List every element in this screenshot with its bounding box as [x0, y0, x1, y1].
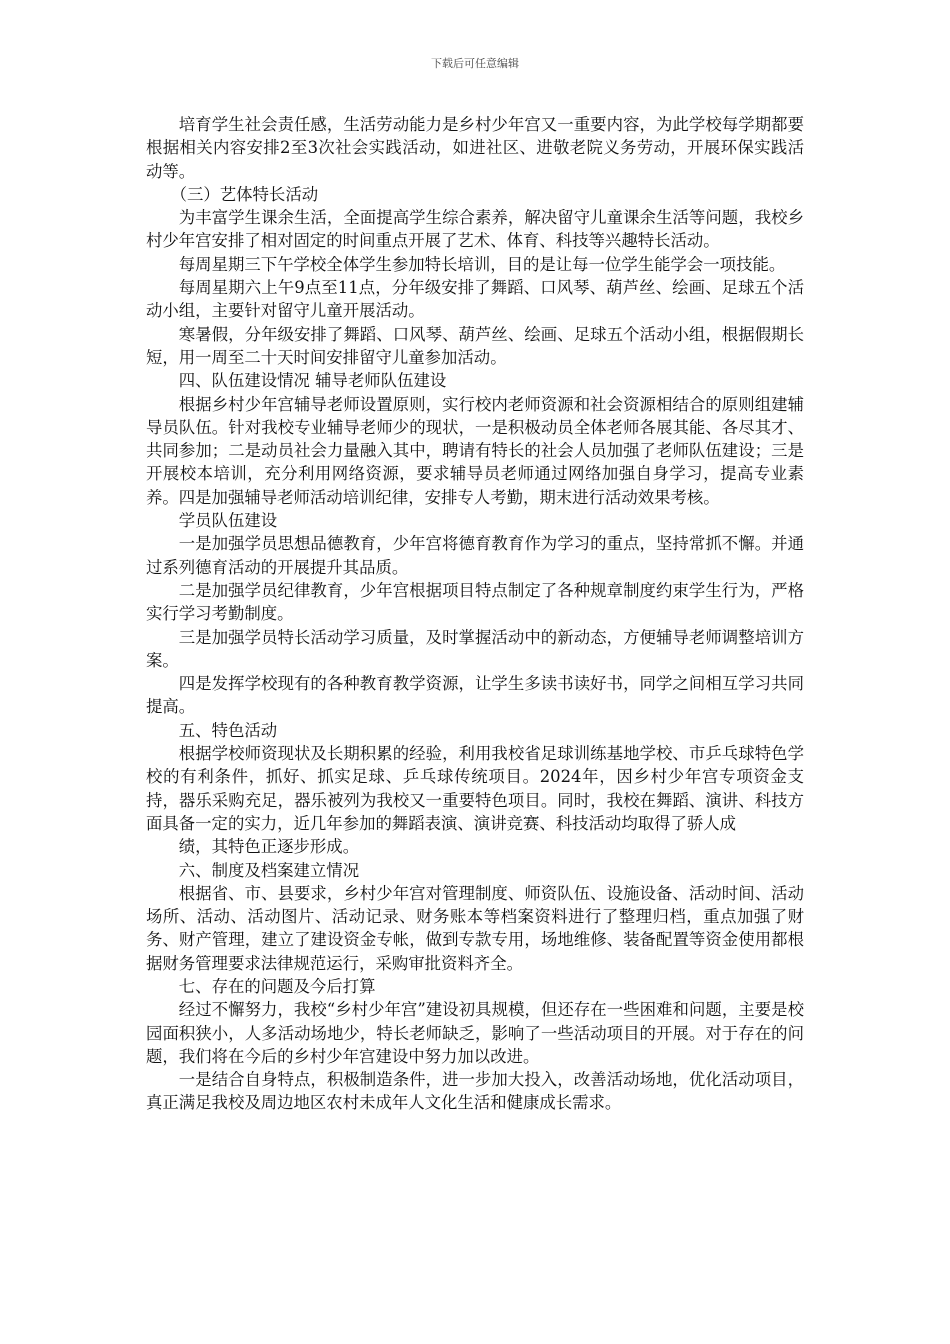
paragraph: 二是加强学员纪律教育，少年宫根据项目特点制定了各种规章制度约束学生行为，严格实行学习考勤制度。	[146, 580, 804, 624]
paragraph: 根据学校师资现状及长期积累的经验，利用我校省足球训练基地学校、市乒乓球特色学校的有利条件，抓好、抓实足球、乒乓球传统项目。2024年，因乡村少年宫专项资金支持，器乐采购充足，器乐被列为我校又一重要特色项目。同时，我校在舞蹈、演讲、科技方面具备一定的实力，近几年参加的舞蹈表演、演讲竞赛、科技活动均取得了骄人成	[146, 744, 804, 833]
paragraph: 为丰富学生课余生活，全面提高学生综合素养，解决留守儿童课余生活等问题，我校乡村少年宫安排了相对固定的时间重点开展了艺术、体育、科技等兴趣特长活动。	[146, 208, 804, 251]
section-heading: 六、制度及档案建立情况	[178, 860, 360, 880]
section-heading: 学员队伍建设	[178, 511, 278, 531]
section-heading: （三）艺体特长活动	[170, 184, 319, 204]
page-header: 下载后可任意编辑	[431, 57, 519, 70]
paragraph: 每周星期三下午学校全体学生参加特长培训，目的是让每一位学生能学会一项技能。	[178, 254, 786, 274]
paragraph: 每周星期六上午9点至11点，分年级安排了舞蹈、口风琴、葫芦丝、绘画、足球五个活动小组，主要针对留守儿童开展活动。	[146, 278, 804, 321]
paragraph: 一是结合自身特点，积极制造条件，进一步加大投入，改善活动场地，优化活动项目，真正满足我校及周边地区农村未成年人文化生活和健康成长需求。	[146, 1070, 804, 1113]
section-heading: 五、特色活动	[178, 720, 278, 740]
section-heading: 七、存在的问题及今后打算	[178, 976, 376, 996]
paragraph: 经过不懈努力，我校“乡村少年宫”建设初具规模，但还存在一些困难和问题，主要是校园面积狭小，人多活动场地少，特长老师缺乏，影响了一些活动项目的开展。对于存在的问题，我们将在今后的乡村少年宫建设中努力加以改进。	[146, 1000, 804, 1066]
paragraph: 四是发挥学校现有的各种教育教学资源，让学生多读书读好书，同学之间相互学习共同提高。	[146, 674, 804, 717]
paragraph: 培育学生社会责任感，生活劳动能力是乡村少年宫又一重要内容，为此学校每学期都要根据相关内容安排2至3次社会实践活动，如进社区、进敬老院义务劳动，开展环保实践活动等。	[146, 115, 804, 181]
paragraph: 绩，其特色正逐步形成。	[178, 837, 360, 857]
section-heading: 四、队伍建设情况 辅导老师队伍建设	[178, 371, 447, 391]
paragraph: 三是加强学员特长活动学习质量，及时掌握活动中的新动态，方便辅导老师调整培训方案。	[146, 627, 804, 670]
paragraph: 根据乡村少年宫辅导老师设置原则，实行校内老师资源和社会资源相结合的原则组建辅导员队伍。针对我校专业辅导老师少的现状，一是积极动员全体老师各展其能、各尽其才、共同参加；二是动员社会力量融入其中，聘请有特长的社会人员加强了老师队伍建设；三是开展校本培训，充分利用网络资源，要求辅导员老师通过网络加强自身学习，提高专业素养。四是加强辅导老师活动培训纪律，安排专人考勤，期末进行活动效果考核。	[146, 394, 804, 507]
paragraph: 寒暑假，分年级安排了舞蹈、口风琴、葫芦丝、绘画、足球五个活动小组，根据假期长短，用一周至二十天时间安排留守儿童参加活动。	[146, 324, 804, 367]
document-body	[146, 113, 804, 1115]
paragraph: 一是加强学员思想品德教育，少年宫将德育教育作为学习的重点，坚持常抓不懈。并通过系列德育活动的开展提升其品质。	[146, 534, 804, 577]
paragraph: 根据省、市、县要求，乡村少年宫对管理制度、师资队伍、设施设备、活动时间、活动场所、活动、活动图片、活动记录、财务账本等档案资料进行了整理归档，重点加强了财务、财产管理，建立了建设资金专帐，做到专款专用，场地维修、装备配置等资金使用都根据财务管理要求法律规范运行，采购审批资料齐全。	[146, 883, 804, 973]
